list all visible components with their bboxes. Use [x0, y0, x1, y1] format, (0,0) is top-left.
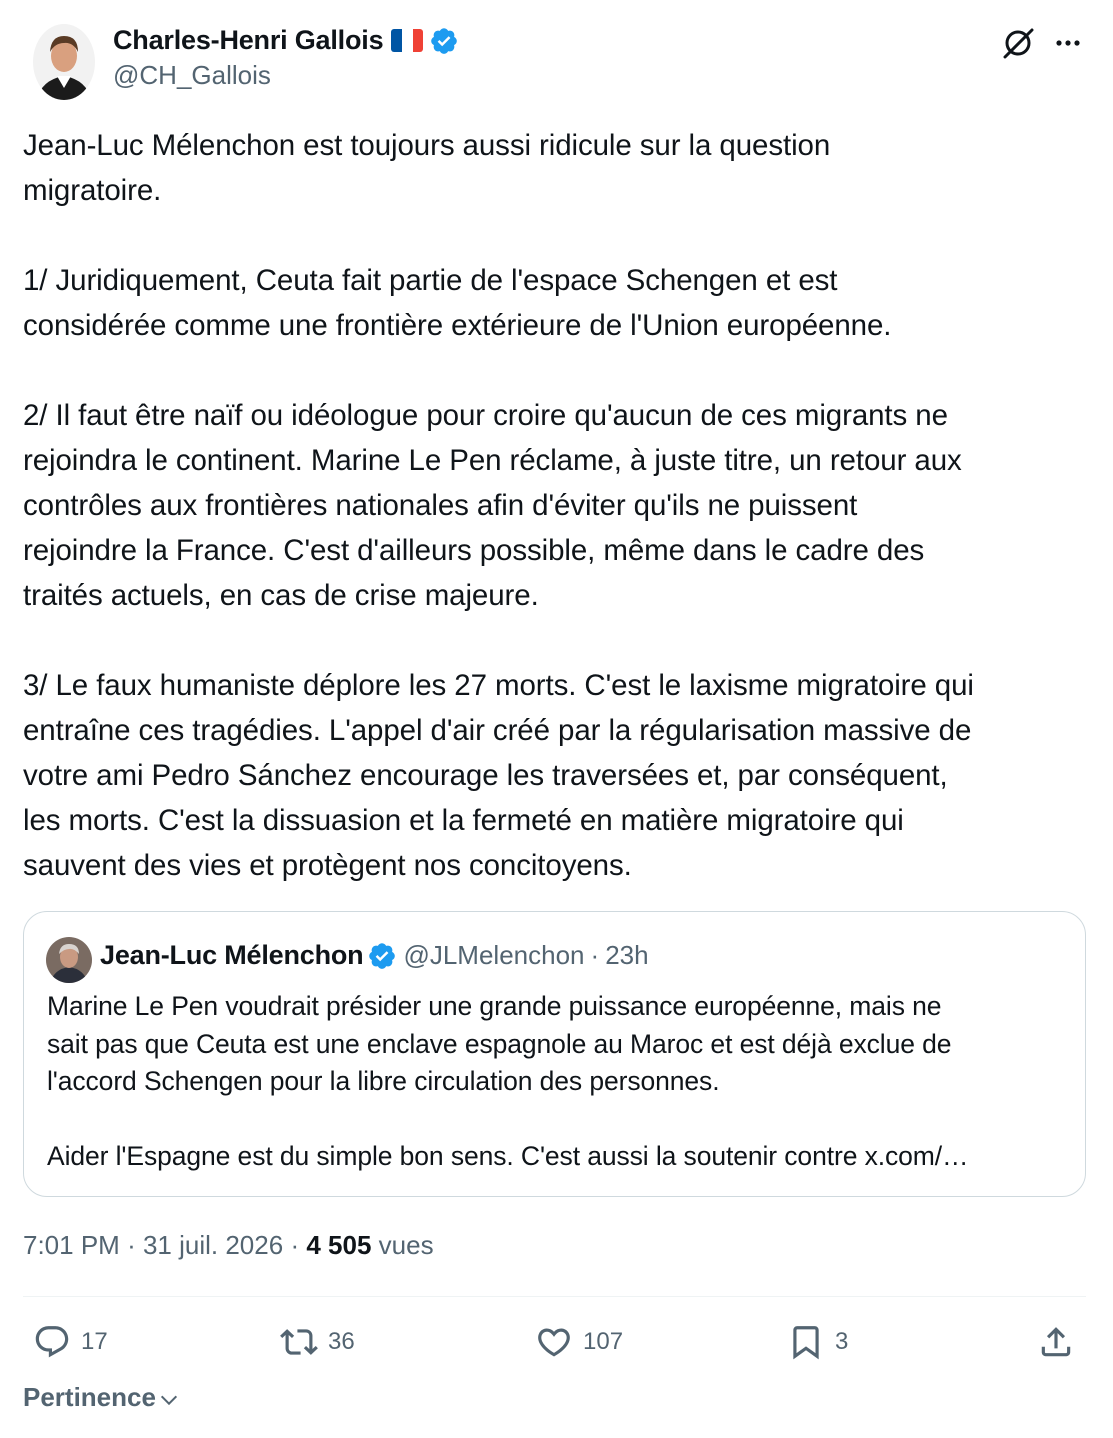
author-name[interactable]: Charles-Henri Gallois: [113, 25, 384, 55]
like-button[interactable]: [535, 1318, 623, 1366]
repost-button[interactable]: [280, 1318, 355, 1366]
tweet-time[interactable]: 7:01 PM: [23, 1230, 120, 1260]
action-bar: [23, 1318, 1086, 1368]
quote-header: [100, 940, 649, 971]
share-icon: [1037, 1323, 1075, 1361]
separator-dot: ·: [590, 940, 600, 970]
tweet-text: Jean-Luc Mélenchon est toujours aussi ridicule sur la question migratoire. 1/ Juridiquement, Ceuta fait partie de l'espace Schengen et est considérée comme une frontière extérieure de l'Union européenne. 2/ Il faut être naïf ou idéologue pour croire qu'aucun de ces migrants ne rejoindra le continent. Marine Le Pen réclame, à juste titre, un retour aux contrôles aux frontières nationales afin d'éviter qu'ils ne puissent rejoindre la France. C'est d'ailleurs possible, même dans le cadre des traités actuels, en cas de crise majeure. 3/ Le faux humaniste déplore les 27 morts. C'est le laxisme migratoire qui entraîne ces tragédies. L'appel d'air créé par la régularisation massive de votre ami Pedro Sánchez encourage les traversées et, par conséquent, les morts. C'est la dissuasion et la fermeté en matière migratoire qui sauvent des vies et protègent nos concitoyens.: [23, 129, 974, 882]
views-label: vues: [378, 1230, 434, 1260]
heart-icon: [535, 1323, 573, 1361]
quote-author-name: Jean-Luc Mélenchon: [100, 940, 364, 970]
reply-icon: [33, 1323, 71, 1361]
reply-sort-dropdown[interactable]: [23, 1382, 180, 1413]
tweet-header: [23, 18, 1093, 102]
reply-count: 17: [81, 1328, 108, 1355]
share-button[interactable]: [1037, 1318, 1075, 1366]
quote-author-handle: @JLMelenchon: [403, 940, 585, 970]
separator-dot: ·: [127, 1230, 136, 1260]
divider: [23, 1296, 1086, 1297]
reply-button[interactable]: [33, 1318, 108, 1366]
chevron-down-icon: [158, 1389, 180, 1411]
tweet-date[interactable]: 31 juil. 2026: [142, 1230, 284, 1260]
bookmark-count: 3: [835, 1328, 849, 1355]
french-flag-icon: [391, 29, 423, 52]
bookmark-icon: [787, 1323, 825, 1361]
author-avatar[interactable]: [33, 24, 95, 100]
grok-icon[interactable]: [1001, 26, 1035, 60]
sort-label: Pertinence: [23, 1382, 156, 1412]
quote-text: Marine Le Pen voudrait présider une grande puissance européenne, mais ne sait pas que Ceuta est une enclave espagnole au Maroc et est déjà exclue de l'accord Schengen pour la libre circulation des personnes. Aider l'Espagne est du simple bon sens. C'est aussi la soutenir contre x.com/…: [47, 991, 969, 1171]
quoted-tweet[interactable]: [23, 911, 1086, 1197]
verified-badge-icon: [367, 941, 397, 971]
author-handle[interactable]: @CH_Gallois: [113, 60, 271, 90]
more-icon[interactable]: [1053, 28, 1083, 58]
repost-count: 36: [328, 1328, 355, 1355]
views-count: 4 505: [306, 1230, 372, 1260]
verified-badge-icon: [429, 26, 459, 56]
quote-author-avatar: [46, 937, 92, 983]
repost-icon: [280, 1323, 318, 1361]
tweet-meta: [23, 1230, 434, 1261]
bookmark-button[interactable]: [787, 1318, 848, 1366]
like-count: 107: [583, 1328, 624, 1355]
author-block: [113, 25, 459, 91]
separator-dot: ·: [290, 1230, 300, 1260]
quote-timestamp: 23h: [605, 940, 649, 970]
